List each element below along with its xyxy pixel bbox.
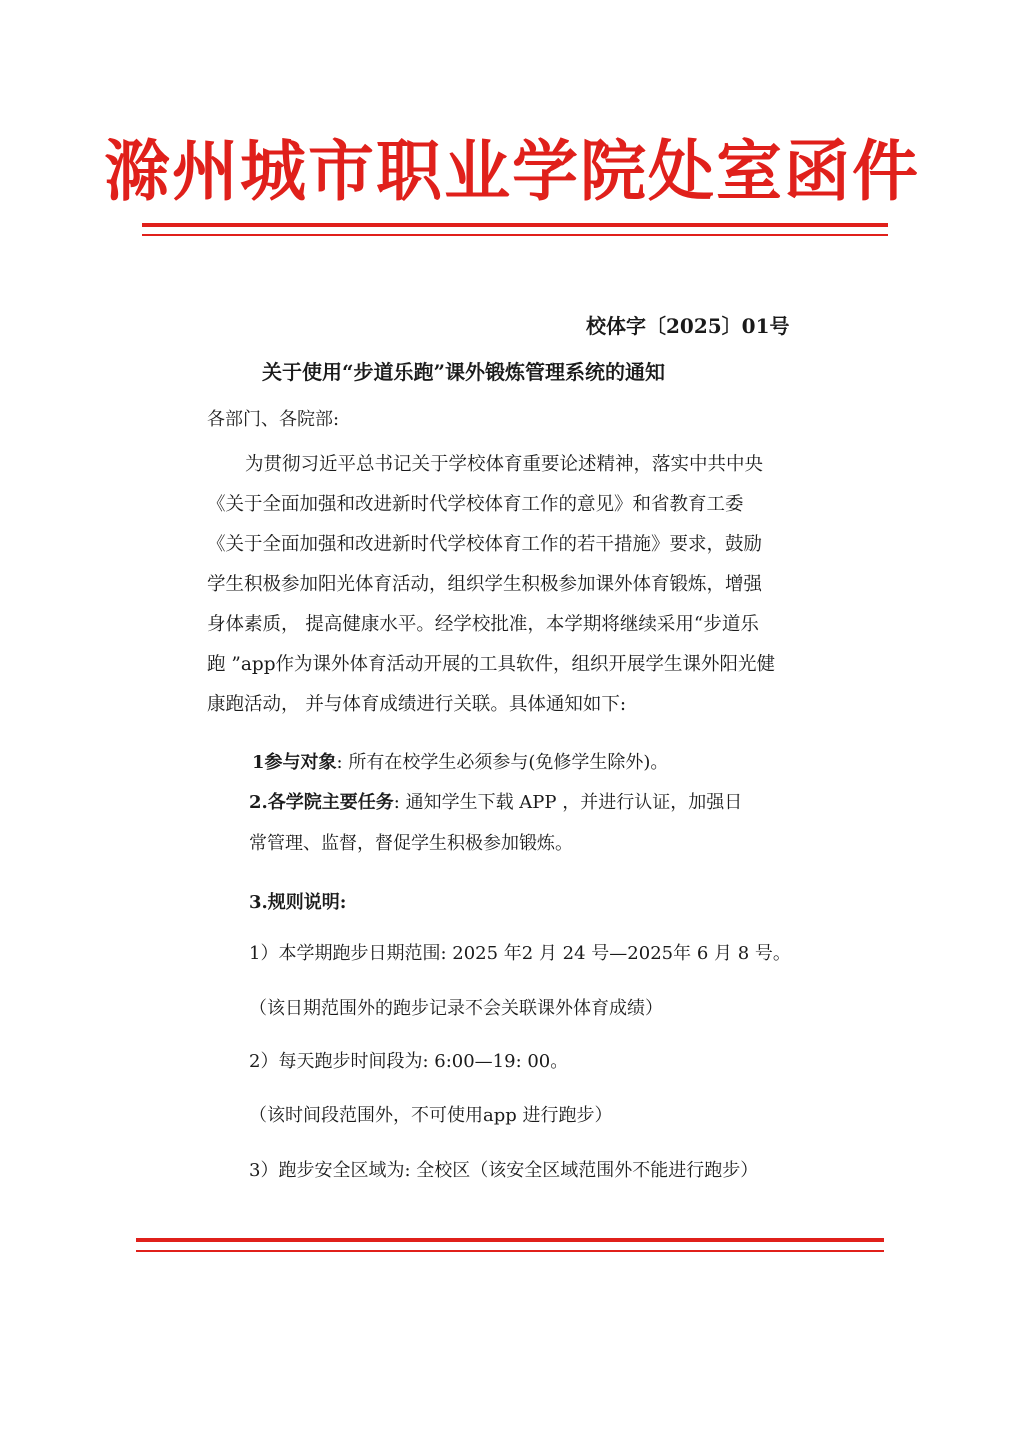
paragraph-line: 康跑活动， 并与体育成绩进行关联。具体通知如下: xyxy=(207,694,627,715)
document-title: 关于使用“步道乐跑”课外锻炼管理系统的通知 xyxy=(262,360,666,384)
item-tasks-continued: 常管理、监督，督促学生积极参加锻炼。 xyxy=(249,833,573,854)
item-participants xyxy=(252,748,668,774)
item-tasks-label: 2.各学院主要任务 xyxy=(249,792,394,813)
salutation: 各部门、各院部: xyxy=(207,409,340,430)
rule-safe-area: 3）跑步安全区域为: 全校区（该安全区域范围外不能进行跑步） xyxy=(249,1160,759,1181)
rule-time-range: 2）每天跑步时间段为: 6:00—19: 00。 xyxy=(249,1051,569,1072)
item-participants-text: : 所有在校学生必须参与(免修学生除外)。 xyxy=(336,752,669,773)
rule-time-note: （该时间段范围外，不可使用app 进行跑步） xyxy=(249,1105,613,1126)
letterhead-rule-thick xyxy=(142,223,888,227)
footer-rule-thin xyxy=(136,1250,884,1252)
rule-date-range: 1）本学期跑步日期范围: 2025 年2 月 24 号—2025年 6 月 8 号。 xyxy=(249,943,791,964)
rule-date-note: （该日期范围外的跑步记录不会关联课外体育成绩） xyxy=(249,998,663,1019)
item-rules-heading xyxy=(249,888,346,914)
paragraph-line: 为贯彻习近平总书记关于学校体育重要论述精神，落实中共中央 xyxy=(245,454,764,475)
footer-rule-thick xyxy=(136,1238,884,1242)
paragraph-line: 跑 ”app作为课外体育活动开展的工具软件，组织开展学生课外阳光健 xyxy=(207,654,776,675)
paragraph-line: 《关于全面加强和改进新时代学校体育工作的意见》和省教育工委 xyxy=(207,494,744,515)
letterhead-title: 滁州城市职业学院处室函件 xyxy=(104,132,920,210)
item-tasks xyxy=(249,788,742,814)
letterhead-rule-thin xyxy=(142,234,888,236)
item-tasks-text: : 通知学生下载 APP ，并进行认证，加强日 xyxy=(393,792,743,813)
paragraph-line: 身体素质， 提高健康水平。经学校批准，本学期将继续采用“步道乐 xyxy=(207,614,759,635)
item-rules-label: 3.规则说明: xyxy=(249,892,347,913)
document-number: 校体字〔2025〕01号 xyxy=(586,314,790,338)
body-paragraph xyxy=(207,445,847,725)
item-participants-label: 1参与对象 xyxy=(252,752,337,773)
paragraph-line: 学生积极参加阳光体育活动，组织学生积极参加课外体育锻炼，增强 xyxy=(207,574,763,595)
paragraph-line: 《关于全面加强和改进新时代学校体育工作的若干措施》要求，鼓励 xyxy=(207,534,763,555)
